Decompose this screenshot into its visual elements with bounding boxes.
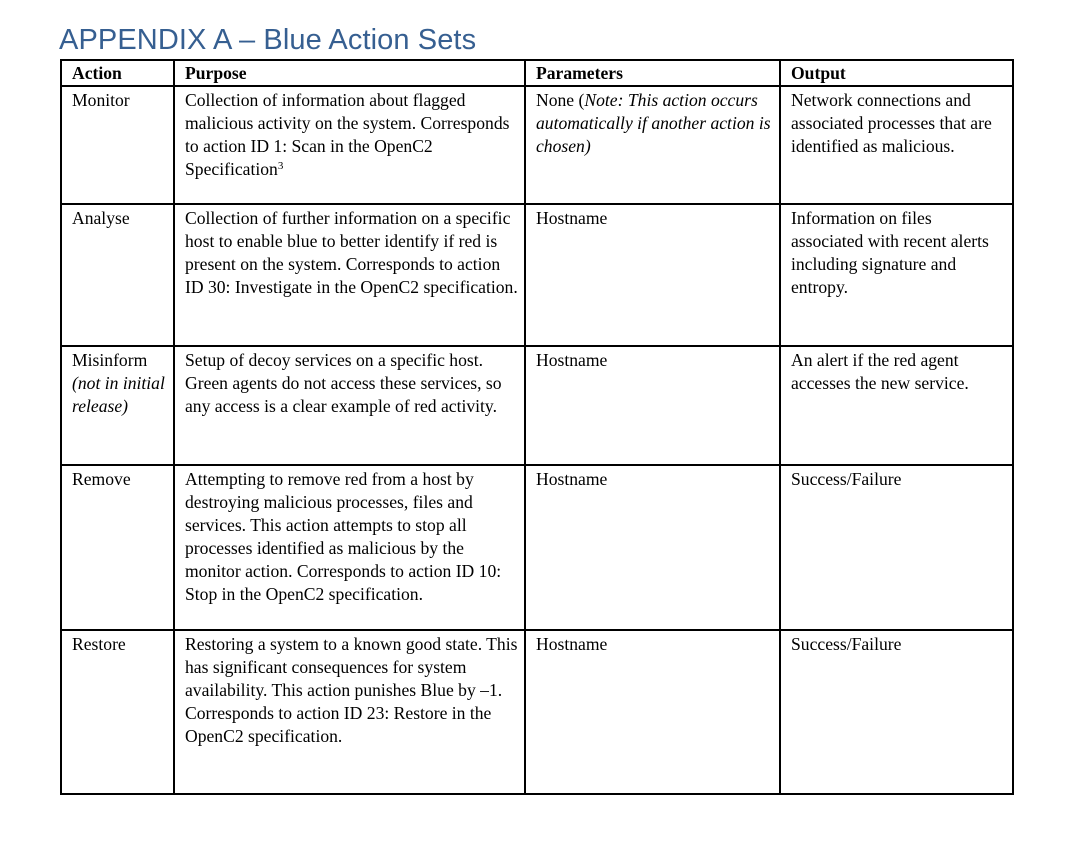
purpose-text: Attempting to remove red from a host by destroying malicious processes, files and services. This action attempts to stop all processes identified as malicious by the monitor action. Corresponds to action ID 10: Stop in the OpenC2 specification. bbox=[185, 469, 502, 604]
cell-parameters bbox=[525, 465, 780, 630]
cell-purpose bbox=[174, 346, 525, 465]
output-text: Network connections and associated processes that are identified as malicious. bbox=[791, 90, 992, 156]
cell-output bbox=[780, 465, 1013, 630]
table-row-remove bbox=[61, 465, 1013, 630]
parameters-text: Hostname bbox=[536, 208, 608, 228]
cell-parameters bbox=[525, 204, 780, 346]
purpose-text: Collection of further information on a specific host to enable blue to better identify if red is present on the system. Corresponds to action ID 30: Investigate in the OpenC2 specification. bbox=[185, 208, 518, 297]
action-name: Remove bbox=[72, 469, 131, 489]
parameters-text: Hostname bbox=[536, 469, 608, 489]
table-row-restore bbox=[61, 630, 1013, 794]
header-purpose: Purpose bbox=[174, 60, 525, 86]
parameters-text: Hostname bbox=[536, 350, 608, 370]
output-text: Success/Failure bbox=[791, 634, 902, 654]
cell-action bbox=[61, 86, 174, 204]
output-text: Information on files associated with recent alerts including signature and entropy. bbox=[791, 208, 989, 297]
output-text: An alert if the red agent accesses the new service. bbox=[791, 350, 969, 393]
blue-action-sets-table bbox=[60, 59, 1014, 795]
action-name: Restore bbox=[72, 634, 126, 654]
purpose-text: Setup of decoy services on a specific host. Green agents do not access these services, so any access is a clear example of red activity. bbox=[185, 350, 502, 416]
action-note: (not in initial release) bbox=[72, 373, 165, 416]
cell-purpose bbox=[174, 204, 525, 346]
parameters-note: Note: This action occurs automatically if another action is chosen) bbox=[536, 90, 771, 156]
cell-parameters bbox=[525, 346, 780, 465]
cell-purpose bbox=[174, 86, 525, 204]
cell-parameters bbox=[525, 86, 780, 204]
table-row-misinform bbox=[61, 346, 1013, 465]
header-output: Output bbox=[780, 60, 1013, 86]
page-title: APPENDIX A – Blue Action Sets bbox=[59, 24, 477, 56]
cell-output bbox=[780, 86, 1013, 204]
footnote-marker: 3 bbox=[277, 160, 284, 172]
action-name: Monitor bbox=[72, 90, 130, 110]
cell-action bbox=[61, 204, 174, 346]
parameters-text: None ( bbox=[536, 90, 585, 110]
cell-parameters bbox=[525, 630, 780, 794]
parameters-text: Hostname bbox=[536, 634, 608, 654]
purpose-text: Collection of information about flagged malicious activity on the system. Corresponds to action ID 1: Scan in the OpenC2 Specification bbox=[185, 90, 510, 179]
table-row-analyse bbox=[61, 204, 1013, 346]
cell-output bbox=[780, 204, 1013, 346]
table-header-row bbox=[61, 60, 1013, 86]
cell-purpose bbox=[174, 465, 525, 630]
cell-action bbox=[61, 630, 174, 794]
cell-output bbox=[780, 346, 1013, 465]
output-text: Success/Failure bbox=[791, 469, 902, 489]
action-name: Misinform bbox=[72, 350, 148, 370]
purpose-text: Restoring a system to a known good state. This has significant consequences for system availability. This action punishes Blue by –1. Corresponds to action ID 23: Restore in the OpenC2 specification. bbox=[185, 634, 518, 746]
cell-action bbox=[61, 465, 174, 630]
cell-output bbox=[780, 630, 1013, 794]
cell-action bbox=[61, 346, 174, 465]
header-parameters: Parameters bbox=[525, 60, 780, 86]
cell-purpose bbox=[174, 630, 525, 794]
table-row-monitor bbox=[61, 86, 1013, 204]
action-name: Analyse bbox=[72, 208, 130, 228]
header-action: Action bbox=[61, 60, 174, 86]
